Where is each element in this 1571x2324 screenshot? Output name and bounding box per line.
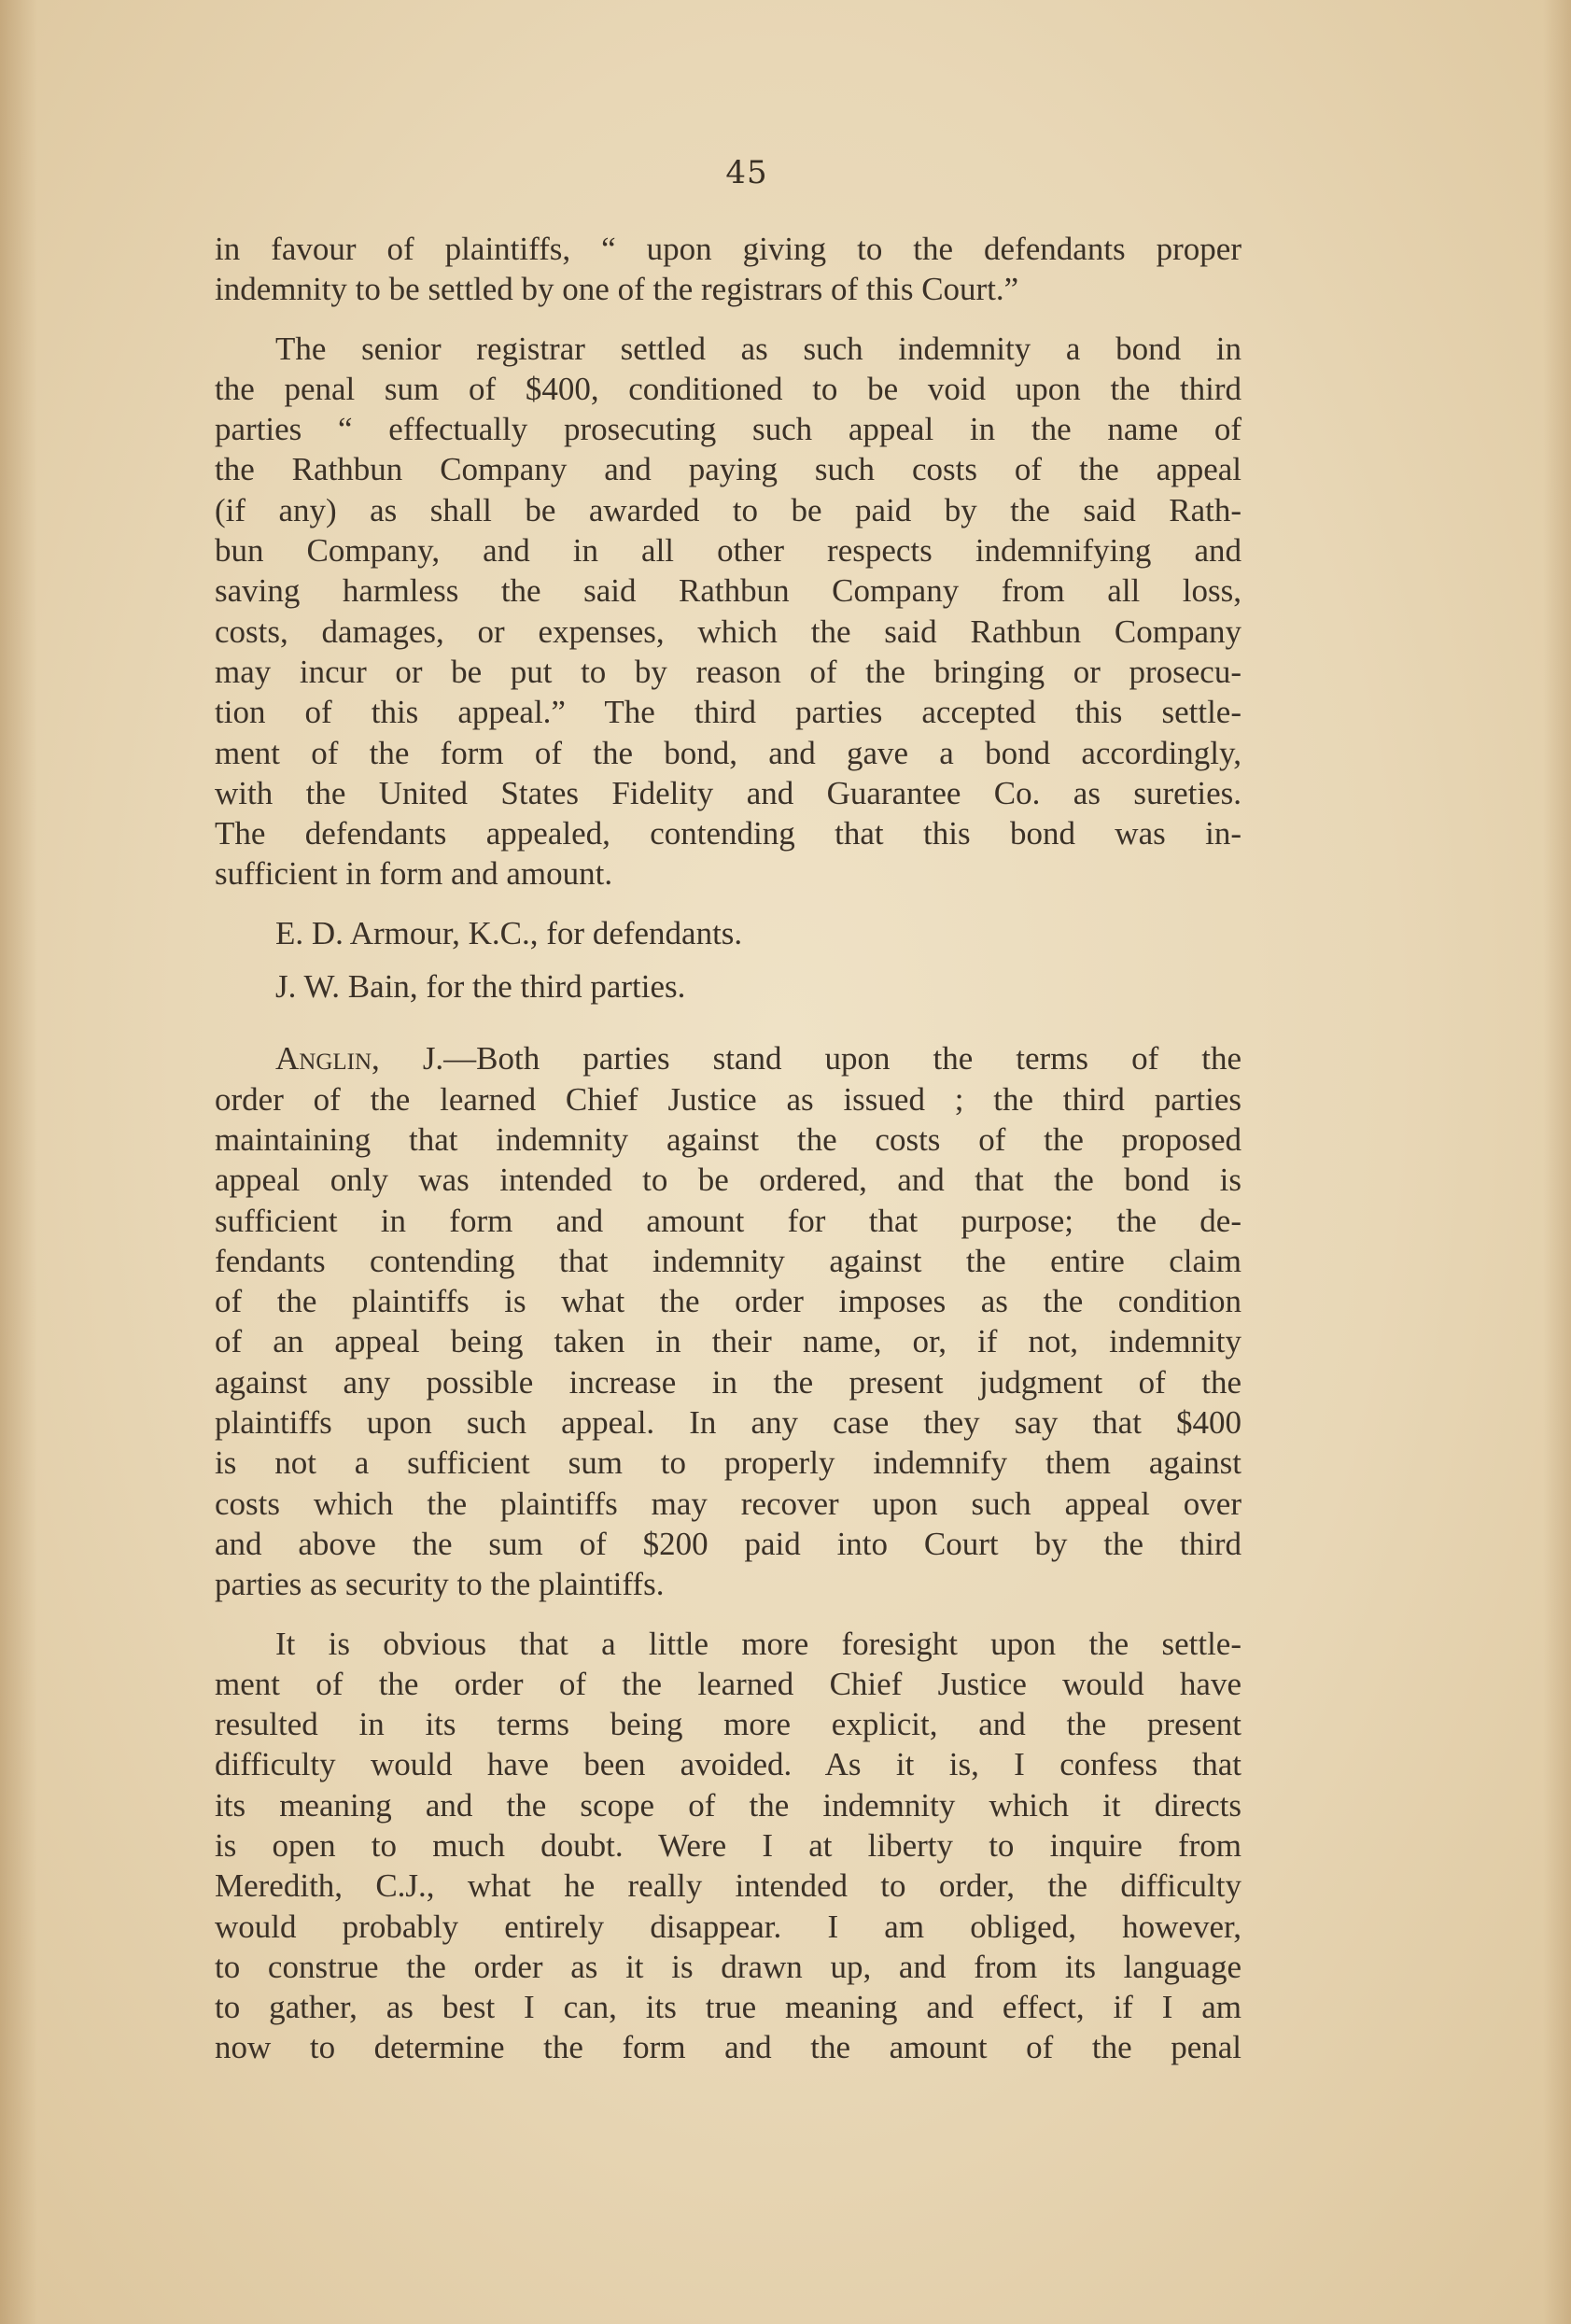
counsel-list — [215, 913, 1241, 1007]
text-line: parties “ effectually prosecuting such appeal in the name of — [215, 411, 1241, 448]
text-line: It is obvious that a little more foresight upon the settle- — [275, 1625, 1241, 1662]
judgment-first-line-text: , J.—Both parties stand upon the terms of the — [372, 1040, 1241, 1077]
text-line: with the United States Fidelity and Guarantee Co. as sureties. — [215, 774, 1241, 811]
paragraph-continuation — [215, 229, 1241, 310]
text-line: the Rathbun Company and paying such costs of the appeal — [215, 451, 1241, 488]
text-line: costs, damages, or expenses, which the said Rathbun Company — [215, 613, 1241, 650]
judgment-paragraph — [215, 1624, 1241, 2068]
text-line: difficulty would have been avoided. As it is, I confess that — [215, 1746, 1241, 1783]
text-line: ment of the form of the bond, and gave a bond accordingly, — [215, 734, 1241, 771]
text-line: resulted in its terms being more explicit, and the present — [215, 1706, 1241, 1743]
text-line: to gather, as best I can, its true meaning and effect, if I am — [215, 1989, 1241, 2026]
page-gutter-shadow — [0, 0, 37, 2324]
text-line: sufficient in form and amount. — [215, 855, 613, 893]
text-line: the penal sum of $400, conditioned to be void upon the third — [215, 370, 1241, 407]
text-line: of the plaintiffs is what the order imposes as the condition — [215, 1283, 1241, 1320]
text-line: tion of this appeal.” The third parties accepted this settle- — [215, 694, 1241, 731]
text-line: plaintiffs upon such appeal. In any case they say that $400 — [215, 1404, 1241, 1442]
text-line: (if any) as shall be awarded to be paid by the said Rath- — [215, 491, 1241, 528]
counsel-third-parties: J. W. Bain, for the third parties. — [275, 968, 686, 1006]
body-text — [215, 229, 1241, 2068]
text-line: sufficient in form and amount for that purpose; the de- — [215, 1202, 1241, 1239]
text-line: saving harmless the said Rathbun Company from all loss, — [215, 572, 1241, 610]
text-line: The defendants appealed, contending that this bond was in- — [215, 815, 1241, 852]
page-number: 45 — [725, 154, 768, 191]
text-line: of an appeal being taken in their name, or, if not, indemnity — [215, 1323, 1241, 1360]
text-line: its meaning and the scope of the indemnity which it directs — [215, 1786, 1241, 1824]
paragraph-gap — [215, 953, 1241, 966]
text-line: bun Company, and in all other respects indemnifying and — [215, 532, 1241, 570]
text-line: Meredith, C.J., what he really intended to order, the difficulty — [215, 1867, 1241, 1905]
text-line: indemnity to be settled by one of the registrars of this Court.” — [215, 271, 1019, 308]
paragraph-gap — [215, 1605, 1241, 1624]
text-line: fendants contending that indemnity against the entire claim — [215, 1242, 1241, 1279]
text-line: maintaining that indemnity against the costs of the proposed — [215, 1120, 1241, 1158]
text-line: ment of the order of the learned Chief Justice would have — [215, 1665, 1241, 1702]
text-line: would probably entirely disappear. I am obliged, however, — [215, 1908, 1241, 1945]
text-line: The senior registrar settled as such indemnity a bond in — [275, 330, 1241, 367]
counsel-defendants: E. D. Armour, K.C., for defendants. — [275, 914, 743, 951]
text-line: and above the sum of $200 paid into Court by the third — [215, 1525, 1241, 1562]
page-edge-shadow — [1543, 0, 1571, 2324]
paragraph-gap — [215, 310, 1241, 329]
text-line: may incur or be put to by reason of the bringing or prosecu- — [215, 653, 1241, 690]
text-line: to construe the order as it is drawn up, and from its language — [215, 1948, 1241, 1985]
text-line: now to determine the form and the amount of the penal — [215, 2029, 1241, 2066]
judgment-first-line — [215, 1038, 1241, 1078]
text-line: is not a sufficient sum to properly indemnify them against — [215, 1444, 1241, 1482]
text-line: against any possible increase in the present judgment of the — [215, 1363, 1241, 1401]
judge-name: Anglin — [275, 1040, 372, 1077]
text-line: appeal only was intended to be ordered, and that the bond is — [215, 1162, 1241, 1199]
text-line: in favour of plaintiffs, “ upon giving to the defendants proper — [215, 231, 1241, 267]
text-line: order of the learned Chief Justice as issued ; the third parties — [215, 1080, 1241, 1118]
judgment-paragraph — [215, 1038, 1241, 1604]
paragraph-registrar — [215, 329, 1241, 894]
text-line: parties as security to the plaintiffs. — [215, 1566, 665, 1603]
paragraph-gap — [215, 894, 1241, 913]
text-line: is open to much doubt. Were I at liberty to inquire from — [215, 1826, 1241, 1864]
text-line: costs which the plaintiffs may recover upon such appeal over — [215, 1485, 1241, 1522]
section-gap — [215, 1007, 1241, 1038]
